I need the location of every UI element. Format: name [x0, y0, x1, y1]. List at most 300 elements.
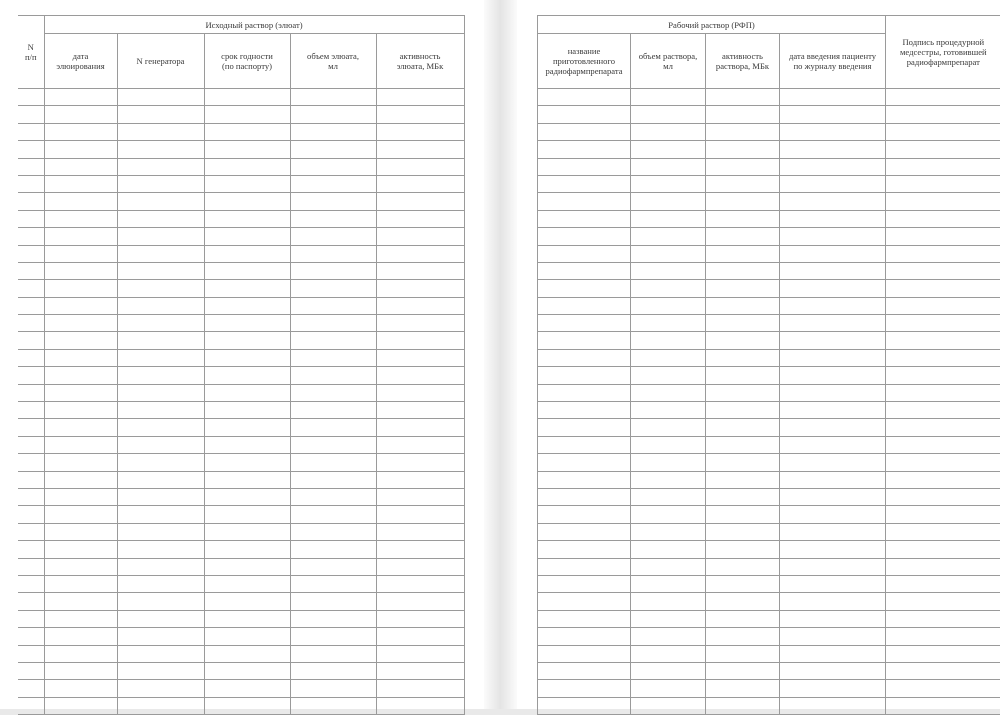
table-cell: [18, 193, 44, 210]
table-cell: [886, 610, 1000, 627]
table-cell: [780, 349, 886, 366]
table-cell: [376, 558, 464, 575]
table-cell: [18, 141, 44, 158]
table-cell: [631, 228, 706, 245]
table-cell: [44, 436, 117, 453]
table-cell: [631, 471, 706, 488]
table-cell: [886, 402, 1000, 419]
table-row: [18, 106, 464, 123]
table-cell: [376, 419, 464, 436]
table-cell: [631, 680, 706, 697]
table-cell: [44, 419, 117, 436]
table-row: [18, 680, 464, 697]
table-cell: [44, 680, 117, 697]
table-cell: [117, 349, 204, 366]
table-cell: [538, 454, 631, 471]
table-cell: [780, 593, 886, 610]
table-cell: [117, 175, 204, 192]
table-cell: [44, 506, 117, 523]
table-cell: [780, 106, 886, 123]
table-row: [18, 575, 464, 592]
table-cell: [290, 402, 376, 419]
table-row: [18, 662, 464, 679]
table-row: [538, 123, 1000, 140]
table-cell: [631, 89, 706, 106]
table-cell: [290, 141, 376, 158]
table-cell: [44, 523, 117, 540]
table-row: [18, 141, 464, 158]
table-cell: [117, 315, 204, 332]
table-cell: [376, 471, 464, 488]
table-cell: [706, 89, 780, 106]
table-cell: [538, 610, 631, 627]
table-cell: [18, 488, 44, 505]
table-cell: [117, 488, 204, 505]
book-gutter: [484, 0, 517, 709]
table-row: [538, 680, 1000, 697]
table-row: [538, 575, 1000, 592]
table-row: [18, 645, 464, 662]
table-cell: [538, 332, 631, 349]
table-cell: [706, 193, 780, 210]
table-cell: [117, 645, 204, 662]
table-cell: [290, 471, 376, 488]
table-cell: [18, 384, 44, 401]
table-cell: [376, 228, 464, 245]
table-cell: [631, 245, 706, 262]
table-cell: [44, 158, 117, 175]
table-cell: [290, 593, 376, 610]
table-cell: [780, 210, 886, 227]
table-cell: [18, 436, 44, 453]
table-row: [18, 506, 464, 523]
table-cell: [706, 697, 780, 714]
table-cell: [706, 541, 780, 558]
table-cell: [706, 349, 780, 366]
table-cell: [780, 245, 886, 262]
table-row: [18, 593, 464, 610]
table-cell: [204, 680, 290, 697]
table-cell: [538, 680, 631, 697]
table-row: [538, 488, 1000, 505]
table-cell: [538, 280, 631, 297]
table-cell: [18, 175, 44, 192]
table-cell: [706, 610, 780, 627]
table-cell: [538, 384, 631, 401]
table-cell: [538, 628, 631, 645]
table-cell: [18, 541, 44, 558]
table-cell: [886, 419, 1000, 436]
table-cell: [376, 367, 464, 384]
table-cell: [18, 228, 44, 245]
table-cell: [204, 106, 290, 123]
table-row: [18, 610, 464, 627]
table-cell: [18, 402, 44, 419]
table-row: [18, 262, 464, 279]
table-cell: [631, 349, 706, 366]
table-cell: [376, 349, 464, 366]
table-cell: [204, 141, 290, 158]
table-row: [538, 193, 1000, 210]
table-cell: [204, 506, 290, 523]
table-cell: [631, 610, 706, 627]
table-cell: [886, 280, 1000, 297]
table-row: [538, 141, 1000, 158]
table-cell: [886, 193, 1000, 210]
table-cell: [204, 262, 290, 279]
table-cell: [376, 523, 464, 540]
solution-volume-header: объем раствора, мл: [631, 34, 706, 89]
table-cell: [780, 575, 886, 592]
table-cell: [706, 575, 780, 592]
table-cell: [886, 123, 1000, 140]
table-cell: [631, 262, 706, 279]
table-cell: [886, 697, 1000, 714]
table-cell: [44, 662, 117, 679]
table-cell: [780, 228, 886, 245]
table-row: [538, 367, 1000, 384]
table-cell: [780, 680, 886, 697]
table-cell: [886, 662, 1000, 679]
table-cell: [290, 280, 376, 297]
table-row: [18, 541, 464, 558]
table-row: [18, 280, 464, 297]
table-cell: [18, 123, 44, 140]
table-cell: [376, 262, 464, 279]
table-cell: [117, 384, 204, 401]
table-cell: [44, 280, 117, 297]
table-cell: [117, 697, 204, 714]
table-cell: [780, 402, 886, 419]
table-cell: [204, 210, 290, 227]
table-cell: [780, 297, 886, 314]
table-cell: [780, 488, 886, 505]
table-cell: [18, 106, 44, 123]
table-cell: [376, 245, 464, 262]
table-row: [18, 402, 464, 419]
table-cell: [706, 297, 780, 314]
table-cell: [886, 384, 1000, 401]
table-cell: [376, 141, 464, 158]
table-cell: [706, 210, 780, 227]
table-cell: [117, 245, 204, 262]
table-cell: [18, 419, 44, 436]
table-cell: [780, 315, 886, 332]
table-cell: [44, 471, 117, 488]
table-cell: [538, 158, 631, 175]
table-row: [18, 367, 464, 384]
table-cell: [18, 697, 44, 714]
table-cell: [18, 645, 44, 662]
table-cell: [706, 280, 780, 297]
table-cell: [538, 558, 631, 575]
table-cell: [18, 610, 44, 627]
table-cell: [376, 506, 464, 523]
table-cell: [706, 645, 780, 662]
table-row: [538, 297, 1000, 314]
table-cell: [706, 558, 780, 575]
table-cell: [631, 123, 706, 140]
table-cell: [706, 262, 780, 279]
table-row: [538, 436, 1000, 453]
table-cell: [117, 541, 204, 558]
table-cell: [706, 628, 780, 645]
table-cell: [780, 123, 886, 140]
table-cell: [117, 332, 204, 349]
table-cell: [376, 175, 464, 192]
table-cell: [376, 106, 464, 123]
table-row: [538, 210, 1000, 227]
table-cell: [631, 332, 706, 349]
table-cell: [886, 454, 1000, 471]
table-row: [538, 610, 1000, 627]
table-cell: [706, 488, 780, 505]
table-cell: [538, 245, 631, 262]
table-row: [18, 210, 464, 227]
table-cell: [780, 436, 886, 453]
table-cell: [204, 280, 290, 297]
table-row: [538, 106, 1000, 123]
table-cell: [290, 123, 376, 140]
table-cell: [631, 488, 706, 505]
row-number-header: N п/п: [18, 16, 44, 89]
table-row: [538, 280, 1000, 297]
table-row: [18, 193, 464, 210]
table-row: [18, 454, 464, 471]
table-cell: [886, 558, 1000, 575]
table-cell: [290, 558, 376, 575]
eluate-group-header: Исходный раствор (элюат): [44, 16, 464, 34]
table-cell: [117, 593, 204, 610]
table-cell: [706, 436, 780, 453]
table-cell: [631, 384, 706, 401]
table-cell: [204, 384, 290, 401]
eluate-rows: [18, 89, 464, 715]
table-cell: [204, 228, 290, 245]
table-cell: [117, 106, 204, 123]
solution-activity-header: активность раствора, МБк: [706, 34, 780, 89]
table-cell: [290, 645, 376, 662]
table-row: [18, 89, 464, 106]
table-cell: [18, 280, 44, 297]
table-cell: [290, 193, 376, 210]
table-cell: [376, 697, 464, 714]
table-cell: [44, 541, 117, 558]
table-cell: [538, 488, 631, 505]
table-cell: [290, 315, 376, 332]
table-cell: [706, 367, 780, 384]
table-cell: [204, 297, 290, 314]
table-row: [18, 419, 464, 436]
table-cell: [886, 315, 1000, 332]
table-cell: [18, 680, 44, 697]
table-cell: [18, 575, 44, 592]
table-row: [538, 419, 1000, 436]
table-row: [18, 697, 464, 714]
table-cell: [780, 262, 886, 279]
table-cell: [18, 210, 44, 227]
table-cell: [538, 193, 631, 210]
administration-date-header: дата введения пациенту по журналу введения: [780, 34, 886, 89]
elution-date-header: дата элюирования: [44, 34, 117, 89]
table-row: [18, 488, 464, 505]
working-solution-log-table: [537, 15, 1000, 715]
table-cell: [117, 228, 204, 245]
table-cell: [290, 262, 376, 279]
table-cell: [780, 158, 886, 175]
table-row: [18, 332, 464, 349]
table-cell: [538, 402, 631, 419]
table-cell: [780, 610, 886, 627]
table-cell: [538, 697, 631, 714]
table-cell: [18, 262, 44, 279]
table-cell: [706, 106, 780, 123]
table-cell: [706, 662, 780, 679]
table-row: [18, 558, 464, 575]
table-cell: [538, 175, 631, 192]
table-cell: [44, 645, 117, 662]
table-cell: [886, 436, 1000, 453]
table-row: [18, 175, 464, 192]
table-cell: [44, 610, 117, 627]
table-row: [538, 315, 1000, 332]
table-cell: [631, 662, 706, 679]
table-cell: [376, 662, 464, 679]
table-cell: [117, 454, 204, 471]
table-cell: [886, 89, 1000, 106]
table-cell: [290, 367, 376, 384]
table-cell: [204, 558, 290, 575]
working-solution-rows: [538, 89, 1000, 715]
table-cell: [117, 436, 204, 453]
table-cell: [886, 158, 1000, 175]
table-cell: [44, 228, 117, 245]
table-row: [538, 506, 1000, 523]
left-page: [0, 0, 484, 709]
table-cell: [706, 315, 780, 332]
table-cell: [631, 210, 706, 227]
table-cell: [376, 488, 464, 505]
table-cell: [376, 454, 464, 471]
table-cell: [204, 488, 290, 505]
table-cell: [780, 541, 886, 558]
table-cell: [204, 332, 290, 349]
table-cell: [376, 297, 464, 314]
table-cell: [631, 367, 706, 384]
table-cell: [706, 523, 780, 540]
table-cell: [18, 471, 44, 488]
table-cell: [886, 175, 1000, 192]
table-cell: [706, 384, 780, 401]
table-cell: [886, 471, 1000, 488]
table-cell: [886, 367, 1000, 384]
table-cell: [706, 593, 780, 610]
table-cell: [18, 628, 44, 645]
table-cell: [538, 141, 631, 158]
table-cell: [290, 175, 376, 192]
table-cell: [886, 349, 1000, 366]
table-cell: [376, 193, 464, 210]
table-cell: [886, 575, 1000, 592]
table-cell: [204, 349, 290, 366]
table-cell: [44, 262, 117, 279]
table-row: [538, 471, 1000, 488]
table-cell: [290, 628, 376, 645]
table-cell: [631, 158, 706, 175]
table-cell: [538, 523, 631, 540]
table-row: [538, 384, 1000, 401]
table-cell: [780, 523, 886, 540]
table-cell: [538, 436, 631, 453]
table-cell: [117, 506, 204, 523]
table-cell: [44, 193, 117, 210]
table-cell: [290, 454, 376, 471]
table-cell: [204, 89, 290, 106]
table-row: [538, 262, 1000, 279]
table-row: [538, 454, 1000, 471]
table-row: [18, 384, 464, 401]
table-cell: [18, 297, 44, 314]
table-cell: [204, 419, 290, 436]
table-cell: [117, 89, 204, 106]
table-row: [538, 245, 1000, 262]
table-cell: [117, 680, 204, 697]
table-cell: [538, 541, 631, 558]
table-cell: [18, 662, 44, 679]
table-row: [18, 123, 464, 140]
table-cell: [706, 245, 780, 262]
table-cell: [780, 367, 886, 384]
table-row: [538, 593, 1000, 610]
table-cell: [376, 210, 464, 227]
table-cell: [780, 419, 886, 436]
table-cell: [631, 575, 706, 592]
table-cell: [204, 193, 290, 210]
table-cell: [204, 628, 290, 645]
table-cell: [538, 367, 631, 384]
table-cell: [18, 593, 44, 610]
table-cell: [290, 332, 376, 349]
table-cell: [117, 280, 204, 297]
table-cell: [631, 628, 706, 645]
table-cell: [706, 402, 780, 419]
table-cell: [204, 315, 290, 332]
table-cell: [631, 280, 706, 297]
table-cell: [44, 245, 117, 262]
table-cell: [44, 402, 117, 419]
table-cell: [886, 680, 1000, 697]
table-cell: [44, 349, 117, 366]
table-cell: [290, 349, 376, 366]
table-cell: [706, 123, 780, 140]
table-cell: [204, 541, 290, 558]
table-cell: [780, 662, 886, 679]
table-cell: [886, 297, 1000, 314]
table-cell: [538, 593, 631, 610]
nurse-signature-header: Подпись процедурной медсестры, готовившей радиофармпрепарат: [886, 16, 1000, 89]
table-cell: [706, 454, 780, 471]
table-cell: [290, 158, 376, 175]
table-row: [538, 158, 1000, 175]
table-cell: [538, 349, 631, 366]
table-cell: [706, 419, 780, 436]
table-cell: [117, 402, 204, 419]
table-cell: [44, 315, 117, 332]
table-cell: [44, 141, 117, 158]
table-row: [538, 558, 1000, 575]
table-row: [538, 175, 1000, 192]
table-cell: [117, 628, 204, 645]
